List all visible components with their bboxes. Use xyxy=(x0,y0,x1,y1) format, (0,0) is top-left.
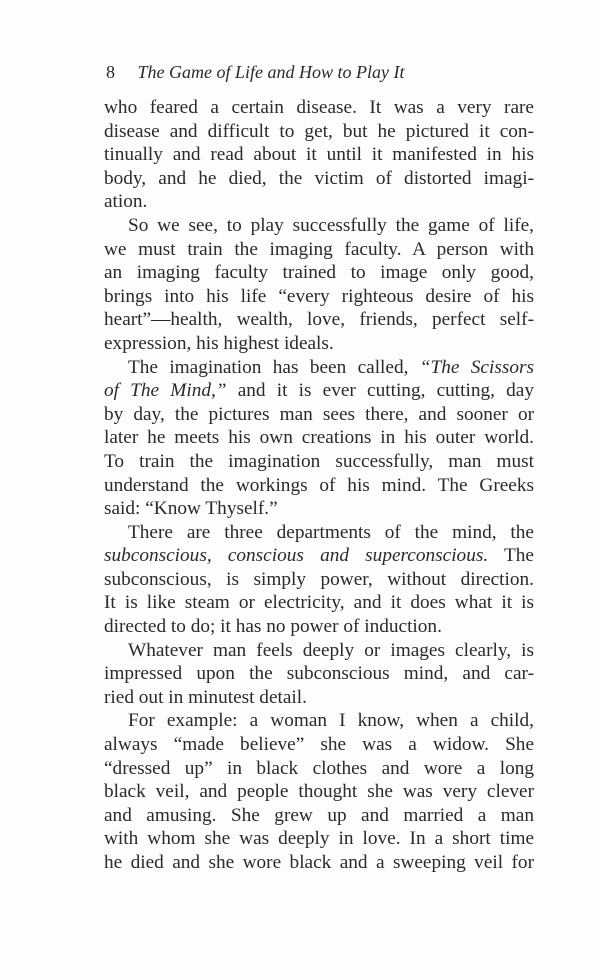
text-line: There are three departments of the mind, the xyxy=(128,521,534,543)
text-line: by day, the pictures man sees there, and sooner or xyxy=(104,403,534,425)
text-line: an imaging faculty trained to image only good, xyxy=(104,262,534,284)
text-line: with whom she was deeply in love. In a short time xyxy=(104,828,534,850)
paragraph xyxy=(104,96,534,214)
italic-phrase: subconscious, conscious and superconscious. xyxy=(104,545,489,567)
text-line xyxy=(104,356,534,380)
text-line: impressed upon the subconscious mind, and car- xyxy=(104,663,534,685)
italic-phrase: of The Mind,” xyxy=(104,380,227,402)
text-line: always “made believe” she was a widow. She xyxy=(104,734,534,756)
text-line: we must train the imaging faculty. A person with xyxy=(104,238,534,260)
text-line: expression, his highest ideals. xyxy=(104,332,334,354)
paragraph xyxy=(104,639,534,710)
italic-phrase: “The Scissors xyxy=(419,356,534,378)
text-fragment: and it is ever cutting, cutting, day xyxy=(226,380,534,402)
text-line: later he meets his own creations in his outer world. xyxy=(104,427,534,449)
text-line: ried out in minutest detail. xyxy=(104,686,307,708)
text-line: Whatever man feels deeply or images clearly, is xyxy=(128,639,534,661)
text-line: It is like steam or electricity, and it does what it is xyxy=(104,592,534,614)
text-line: understand the workings of his mind. The Greeks xyxy=(104,474,534,496)
text-line: To train the imagination successfully, man must xyxy=(104,450,534,472)
running-title: The Game of Life and How to Play It xyxy=(137,62,405,82)
text-line: and amusing. She grew up and married a man xyxy=(104,804,534,826)
text-line: disease and difficult to get, but he pictured it con- xyxy=(104,120,534,142)
text-line: directed to do; it has no power of induction. xyxy=(104,616,442,638)
text-line: tinually and read about it until it manifested in his xyxy=(104,144,534,166)
text-line: brings into his life “every righteous desire of his xyxy=(104,285,534,307)
body-text xyxy=(104,96,534,875)
text-line: subconscious, is simply power, without direction. xyxy=(104,568,534,590)
text-line: “dressed up” in black clothes and wore a long xyxy=(104,757,534,779)
text-line: black veil, and people thought she was very clever xyxy=(104,781,534,803)
text-line: So we see, to play successfully the game of life, xyxy=(128,214,534,236)
text-line: body, and he died, the victim of distorted imagi- xyxy=(104,167,534,189)
text-line: heart”—health, wealth, love, friends, perfect self- xyxy=(104,309,534,331)
paragraph xyxy=(104,709,534,874)
running-header xyxy=(106,60,404,84)
text-line: said: “Know Thyself.” xyxy=(104,498,278,520)
text-line: ation. xyxy=(104,191,148,213)
text-line: he died and she wore black and a sweeping veil for xyxy=(104,852,534,873)
paragraph xyxy=(104,521,534,639)
text-fragment: The imagination has been called, xyxy=(128,356,420,378)
text-fragment: The xyxy=(488,545,534,567)
page-number: 8 xyxy=(106,62,115,82)
text-line: For example: a woman I know, when a child, xyxy=(128,710,534,732)
paragraph xyxy=(104,214,534,356)
paragraph xyxy=(104,356,534,521)
text-line xyxy=(104,379,534,403)
text-line: who feared a certain disease. It was a very rare xyxy=(104,97,534,118)
text-line xyxy=(104,544,534,568)
